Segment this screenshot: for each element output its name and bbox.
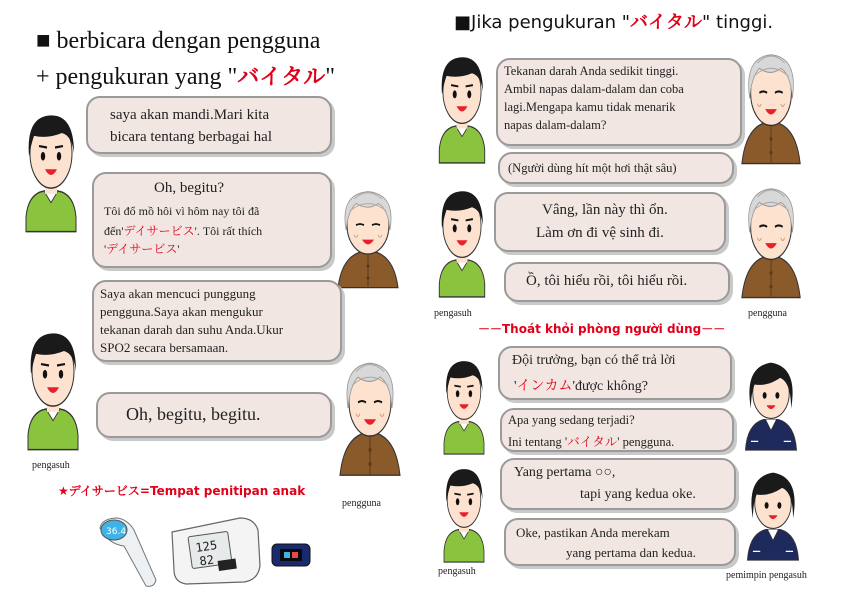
right-bubble-5-line2-pre: ' xyxy=(514,379,517,394)
elder-figure-2 xyxy=(336,352,406,482)
right-title xyxy=(454,8,773,34)
pulse-oximeter-icon xyxy=(270,540,314,570)
right-caregiver-figure-1 xyxy=(432,46,492,166)
left-label-caregiver: pengasuh xyxy=(32,460,70,471)
left-title-line1: ■ berbicara dengan pengguna xyxy=(36,28,321,54)
right-elder-figure-2 xyxy=(738,176,806,306)
right-bubble-1-line1: Tekanan darah Anda sedikit tinggi. xyxy=(504,64,679,78)
left-bubble-4 xyxy=(96,392,332,438)
right-bubble-6-line2-pre: Ini tentang ' xyxy=(508,435,568,449)
right-bubble-5-intercom: インカム xyxy=(516,378,573,394)
right-bubble-5-line1: Đội trưởng, bạn có thể trả lời xyxy=(512,353,676,368)
right-bubble-7-line1: Yang pertama ○○, xyxy=(514,465,616,480)
leader-figure-2 xyxy=(742,462,804,566)
right-bubble-2-line1: (Người dùng hít một hơi thật sâu) xyxy=(508,161,677,175)
left-bubble-2-line3-pre: đến' xyxy=(104,224,124,238)
right-bubble-1-line2: Ambil napas dalam-dalam dan coba xyxy=(504,82,684,96)
right-bubble-5 xyxy=(498,346,732,400)
right-bubble-8-line2: yang pertama dan kedua. xyxy=(566,545,696,560)
left-bubble-3-line4: SPO2 secara bersamaan. xyxy=(100,340,229,355)
right-bubble-6-vital: バイタル xyxy=(567,434,618,449)
left-label-user: pengguna xyxy=(342,498,381,509)
right-bubble-1-line3: lagi.Mengapa kamu tidak menarik xyxy=(504,100,676,114)
right-bubble-6-line2-post: ' pengguna. xyxy=(617,435,675,449)
left-bubble-2-day-service: デイサービス xyxy=(123,224,195,238)
bp-diastolic: 82 xyxy=(198,552,215,569)
left-bubble-2-line1: Oh, begitu? xyxy=(154,180,224,196)
right-caregiver-figure-3 xyxy=(436,352,492,456)
left-bubble-3-line2: pengguna.Saya akan mengukur xyxy=(100,304,263,319)
left-bubble-2-line2: Tôi đổ mồ hôi vì hôm nay tôi đã xyxy=(104,204,260,218)
right-bubble-6 xyxy=(500,408,734,452)
thermometer-icon xyxy=(94,510,164,590)
left-title-line2-post: " xyxy=(325,64,336,90)
elder-figure xyxy=(334,182,404,292)
right-bubble-6-line1: Apa yang sedang terjadi? xyxy=(508,413,635,427)
right-bubble-1 xyxy=(496,58,742,146)
right-bubble-5-line2 xyxy=(514,375,648,395)
caregiver-figure xyxy=(18,104,84,234)
right-bubble-7 xyxy=(500,458,736,510)
left-title-vital: バイタル xyxy=(237,65,326,90)
caregiver-figure-2 xyxy=(20,322,86,452)
right-bubble-8 xyxy=(504,518,736,566)
right-bubble-2 xyxy=(498,152,734,184)
right-bubble-3 xyxy=(494,192,726,252)
left-bubble-3 xyxy=(92,280,342,362)
right-elder-figure-1 xyxy=(738,42,806,172)
right-bubble-6-line2 xyxy=(508,432,674,450)
blood-pressure-monitor-icon xyxy=(168,510,264,590)
right-bubble-3-line2: Làm ơn đi vệ sinh đi. xyxy=(536,225,664,241)
right-bubble-3-line1: Vâng, lần này thì ổn. xyxy=(542,202,668,218)
left-bubble-4-line1: Oh, begitu, begitu. xyxy=(126,404,261,424)
left-bubble-2-line4 xyxy=(104,240,180,257)
left-bubble-2-line3 xyxy=(104,222,262,239)
left-bubble-1-line1: saya akan mandi.Mari kita xyxy=(110,107,270,123)
right-label-user: pengguna xyxy=(748,308,787,319)
right-bubble-7-line2: tapi yang kedua oke. xyxy=(580,487,696,502)
left-bubble-2-line4-post: ' xyxy=(177,242,180,256)
right-bubble-5-line2-post: 'được không? xyxy=(572,379,648,394)
right-bubble-4-line1: Ồ, tôi hiểu rồi, tôi hiểu rồi. xyxy=(526,273,688,289)
right-bubble-4 xyxy=(504,262,730,302)
right-title-post: " tinggi. xyxy=(702,12,774,33)
right-label-caregiver: pengasuh xyxy=(434,308,472,319)
right-label-caregiver-2: pengasuh xyxy=(438,566,476,577)
left-bubble-2 xyxy=(92,172,332,268)
left-note-day-service: ★デイサービス=Tempat penitipan anak xyxy=(58,484,306,498)
right-label-leader: pemimpin pengasuh xyxy=(726,570,807,581)
right-bubble-1-line4: napas dalam-dalam? xyxy=(504,118,607,132)
right-caregiver-figure-4 xyxy=(436,460,492,564)
bp-systolic: 125 xyxy=(194,538,219,555)
leader-figure-1 xyxy=(740,352,802,456)
right-title-vital: バイタル xyxy=(630,12,703,33)
right-title-pre: ■Jika pengukuran " xyxy=(454,12,631,33)
left-bubble-2-line3-post: '. Tôi rất thích xyxy=(194,224,263,238)
left-bubble-3-line1: Saya akan mencuci punggung xyxy=(100,286,256,301)
room-exit-divider: －－Thoát khỏi phòng người dùng－－ xyxy=(478,322,726,336)
left-bubble-2-line4-pre: ' xyxy=(104,242,107,256)
left-bubble-2-day-service-2: デイサービス xyxy=(106,242,178,256)
left-bubble-1 xyxy=(86,96,332,154)
left-bubble-3-line3: tekanan darah dan suhu Anda.Ukur xyxy=(100,322,284,337)
right-caregiver-figure-2 xyxy=(432,178,492,302)
left-bubble-1-line2: bicara tentang berbagai hal xyxy=(110,129,272,145)
thermometer-reading: 36.4 xyxy=(106,527,127,537)
left-title-line2 xyxy=(36,60,335,91)
left-title-line2-pre: + pengukuran yang " xyxy=(36,64,238,90)
right-bubble-8-line1: Oke, pastikan Anda merekam xyxy=(516,525,670,540)
